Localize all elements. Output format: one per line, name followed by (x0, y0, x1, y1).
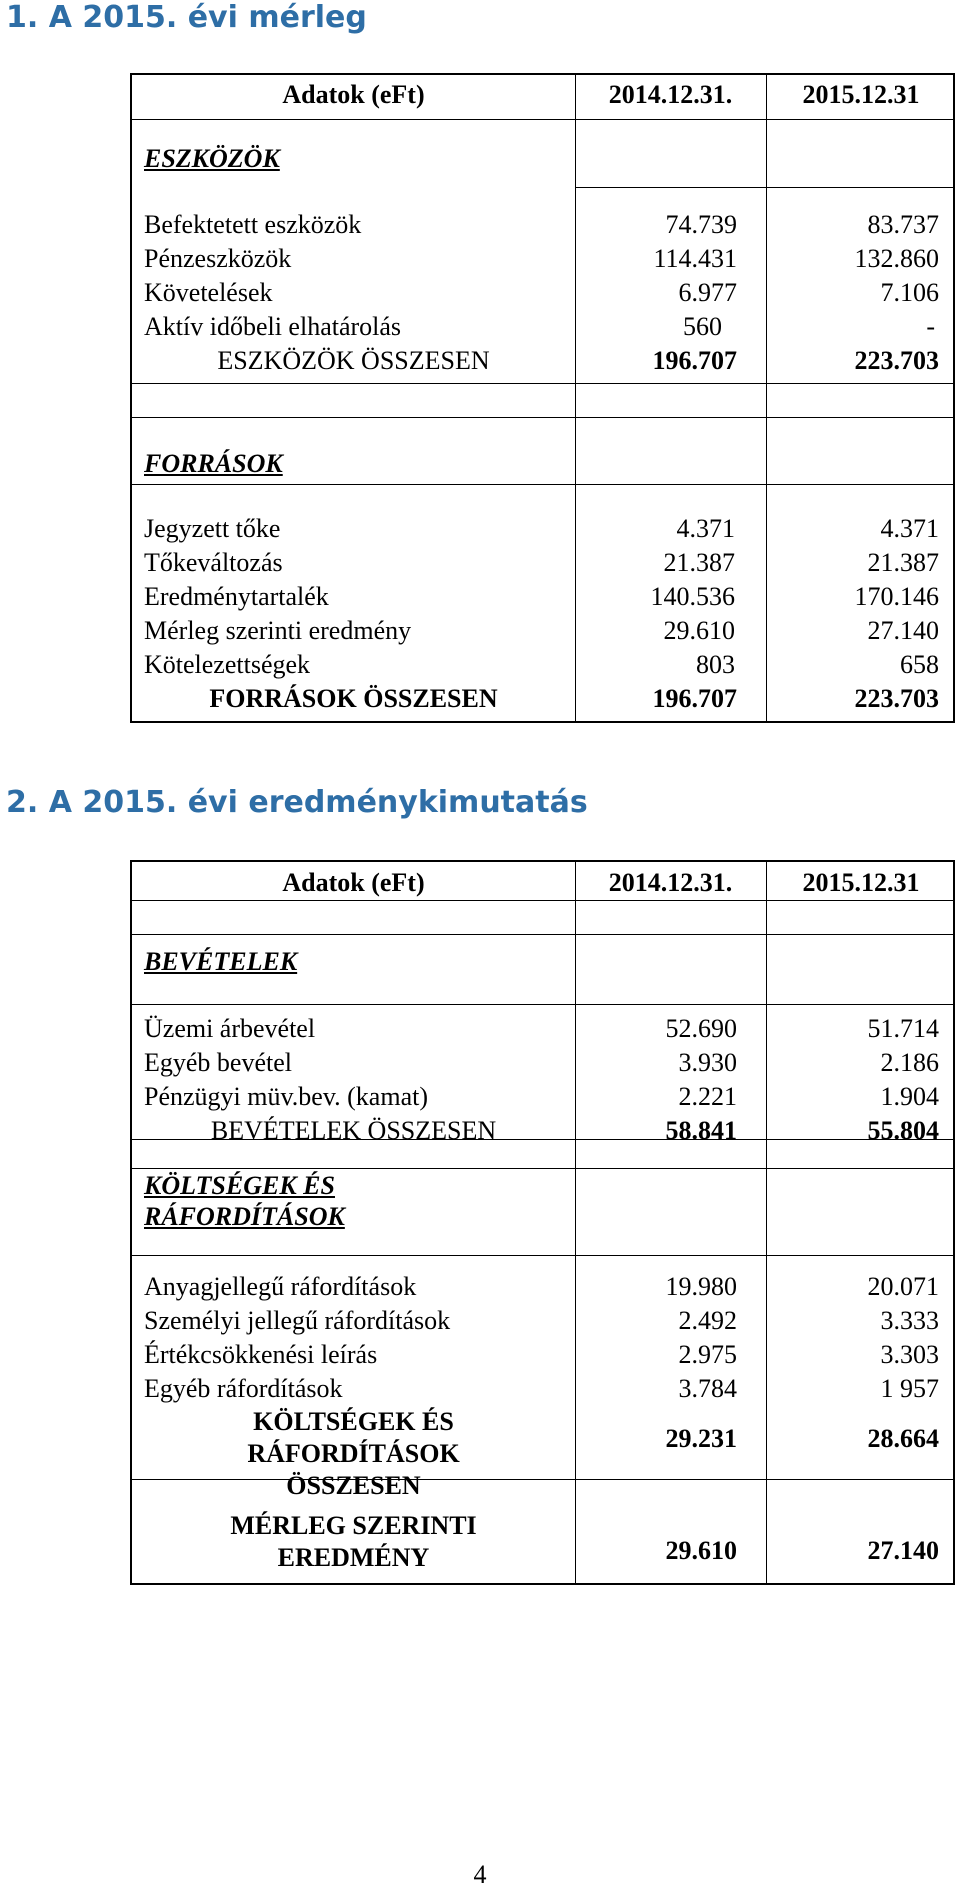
costs-total-label: KÖLTSÉGEK ÉS RÁFORDÍTÁSOK ÖSSZESEN (247, 1407, 460, 1500)
page-number: 4 (473, 1860, 487, 1889)
column-divider (766, 75, 767, 721)
row-divider (132, 1139, 953, 1140)
value-2014: 2.975 (678, 1340, 737, 1369)
row-label: Egyéb ráfordítások (144, 1374, 343, 1403)
value-2015: 3.303 (880, 1340, 939, 1369)
table-header-label: Adatok (eFt) (282, 80, 425, 109)
row-label: Anyagjellegű ráfordítások (144, 1272, 417, 1301)
row-label: Pénzügyi müv.bev. (kamat) (144, 1082, 428, 1111)
value-2015: 21.387 (867, 548, 939, 577)
value-2015: 51.714 (867, 1014, 939, 1043)
row-divider (575, 187, 953, 188)
value-2015: - (926, 312, 935, 341)
sources-total-label: FORRÁSOK ÖSSZESEN (209, 684, 498, 713)
sources-section-title: FORRÁSOK (144, 449, 283, 478)
value-2015: 83.737 (867, 210, 939, 239)
value-2014: 29.610 (663, 616, 735, 645)
row-divider (132, 383, 953, 384)
row-label: Aktív időbeli elhatárolás (144, 312, 402, 341)
revenue-total-2015: 55.804 (867, 1116, 939, 1145)
value-2014: 560 (683, 312, 722, 341)
value-2014: 803 (696, 650, 735, 679)
row-label: Kötelezettségek (144, 650, 311, 679)
result-2014: 29.610 (665, 1536, 737, 1565)
row-label: Egyéb bevétel (144, 1048, 292, 1077)
assets-total-2014: 196.707 (652, 346, 737, 375)
row-label: Tőkeváltozás (144, 548, 283, 577)
costs-section-title: KÖLTSÉGEK ÉS RÁFORDÍTÁSOK (144, 1171, 345, 1231)
value-2014: 21.387 (663, 548, 735, 577)
revenue-section-title: BEVÉTELEK (144, 947, 298, 976)
row-label: Pénzeszközök (144, 244, 292, 273)
result-label: MÉRLEG SZERINTI EREDMÉNY (230, 1511, 477, 1572)
value-2014: 52.690 (665, 1014, 737, 1043)
value-2015: 7.106 (880, 278, 939, 307)
table-header-2014: 2014.12.31. (608, 868, 733, 897)
value-2014: 74.739 (665, 210, 737, 239)
row-label: Üzemi árbevétel (144, 1014, 316, 1043)
revenue-total-2014: 58.841 (665, 1116, 737, 1145)
row-divider (132, 119, 953, 120)
value-2014: 114.431 (653, 244, 737, 273)
assets-section-title: ESZKÖZÖK (144, 144, 280, 173)
income-statement-table (130, 860, 955, 1585)
row-divider (132, 1479, 953, 1480)
table-header-2015: 2015.12.31 (802, 868, 920, 897)
value-2014: 2.221 (678, 1082, 737, 1111)
value-2015: 20.071 (867, 1272, 939, 1301)
row-label: Jegyzett tőke (144, 514, 281, 543)
assets-total-2015: 223.703 (854, 346, 939, 375)
value-2014: 6.977 (678, 278, 737, 307)
value-2014: 3.784 (678, 1374, 737, 1403)
column-divider (766, 862, 767, 1583)
value-2015: 658 (900, 650, 939, 679)
row-label: Mérleg szerinti eredmény (144, 616, 412, 645)
column-divider (575, 75, 576, 721)
value-2015: 170.146 (854, 582, 939, 611)
value-2015: 1.904 (880, 1082, 939, 1111)
sources-total-2015: 223.703 (854, 684, 939, 713)
table-header-2015: 2015.12.31 (802, 80, 920, 109)
costs-total-2014: 29.231 (665, 1424, 737, 1453)
value-2014: 4.371 (676, 514, 735, 543)
row-divider (132, 1004, 953, 1005)
value-2014: 140.536 (650, 582, 735, 611)
row-divider (132, 934, 953, 935)
value-2014: 19.980 (665, 1272, 737, 1301)
sources-total-2014: 196.707 (652, 684, 737, 713)
row-label: Követelések (144, 278, 273, 307)
value-2015: 27.140 (867, 616, 939, 645)
row-label: Eredménytartalék (144, 582, 329, 611)
column-divider (575, 862, 576, 1583)
row-label: Személyi jellegű ráfordítások (144, 1306, 451, 1335)
row-divider (132, 1255, 953, 1256)
row-divider (132, 900, 953, 901)
row-label: Befektetett eszközök (144, 210, 362, 239)
value-2014: 2.492 (678, 1306, 737, 1335)
value-2015: 2.186 (880, 1048, 939, 1077)
row-divider (132, 417, 953, 418)
value-2015: 3.333 (880, 1306, 939, 1335)
value-2015: 4.371 (880, 514, 939, 543)
result-2015: 27.140 (867, 1536, 939, 1565)
row-label: Értékcsökkenési leírás (144, 1340, 378, 1369)
row-divider (132, 1168, 953, 1169)
balance-sheet-table (130, 73, 955, 723)
row-divider (132, 484, 953, 485)
value-2015: 1 957 (880, 1374, 939, 1403)
section-2-heading: 2. A 2015. évi eredménykimutatás (6, 785, 588, 820)
assets-total-label: ESZKÖZÖK ÖSSZESEN (217, 346, 490, 375)
table-header-2014: 2014.12.31. (608, 80, 733, 109)
value-2015: 132.860 (854, 244, 939, 273)
table-header-label: Adatok (eFt) (282, 868, 425, 897)
section-1-heading: 1. A 2015. évi mérleg (6, 0, 367, 35)
revenue-total-label: BEVÉTELEK ÖSSZESEN (210, 1116, 497, 1145)
value-2014: 3.930 (678, 1048, 737, 1077)
costs-total-2015: 28.664 (867, 1424, 939, 1453)
